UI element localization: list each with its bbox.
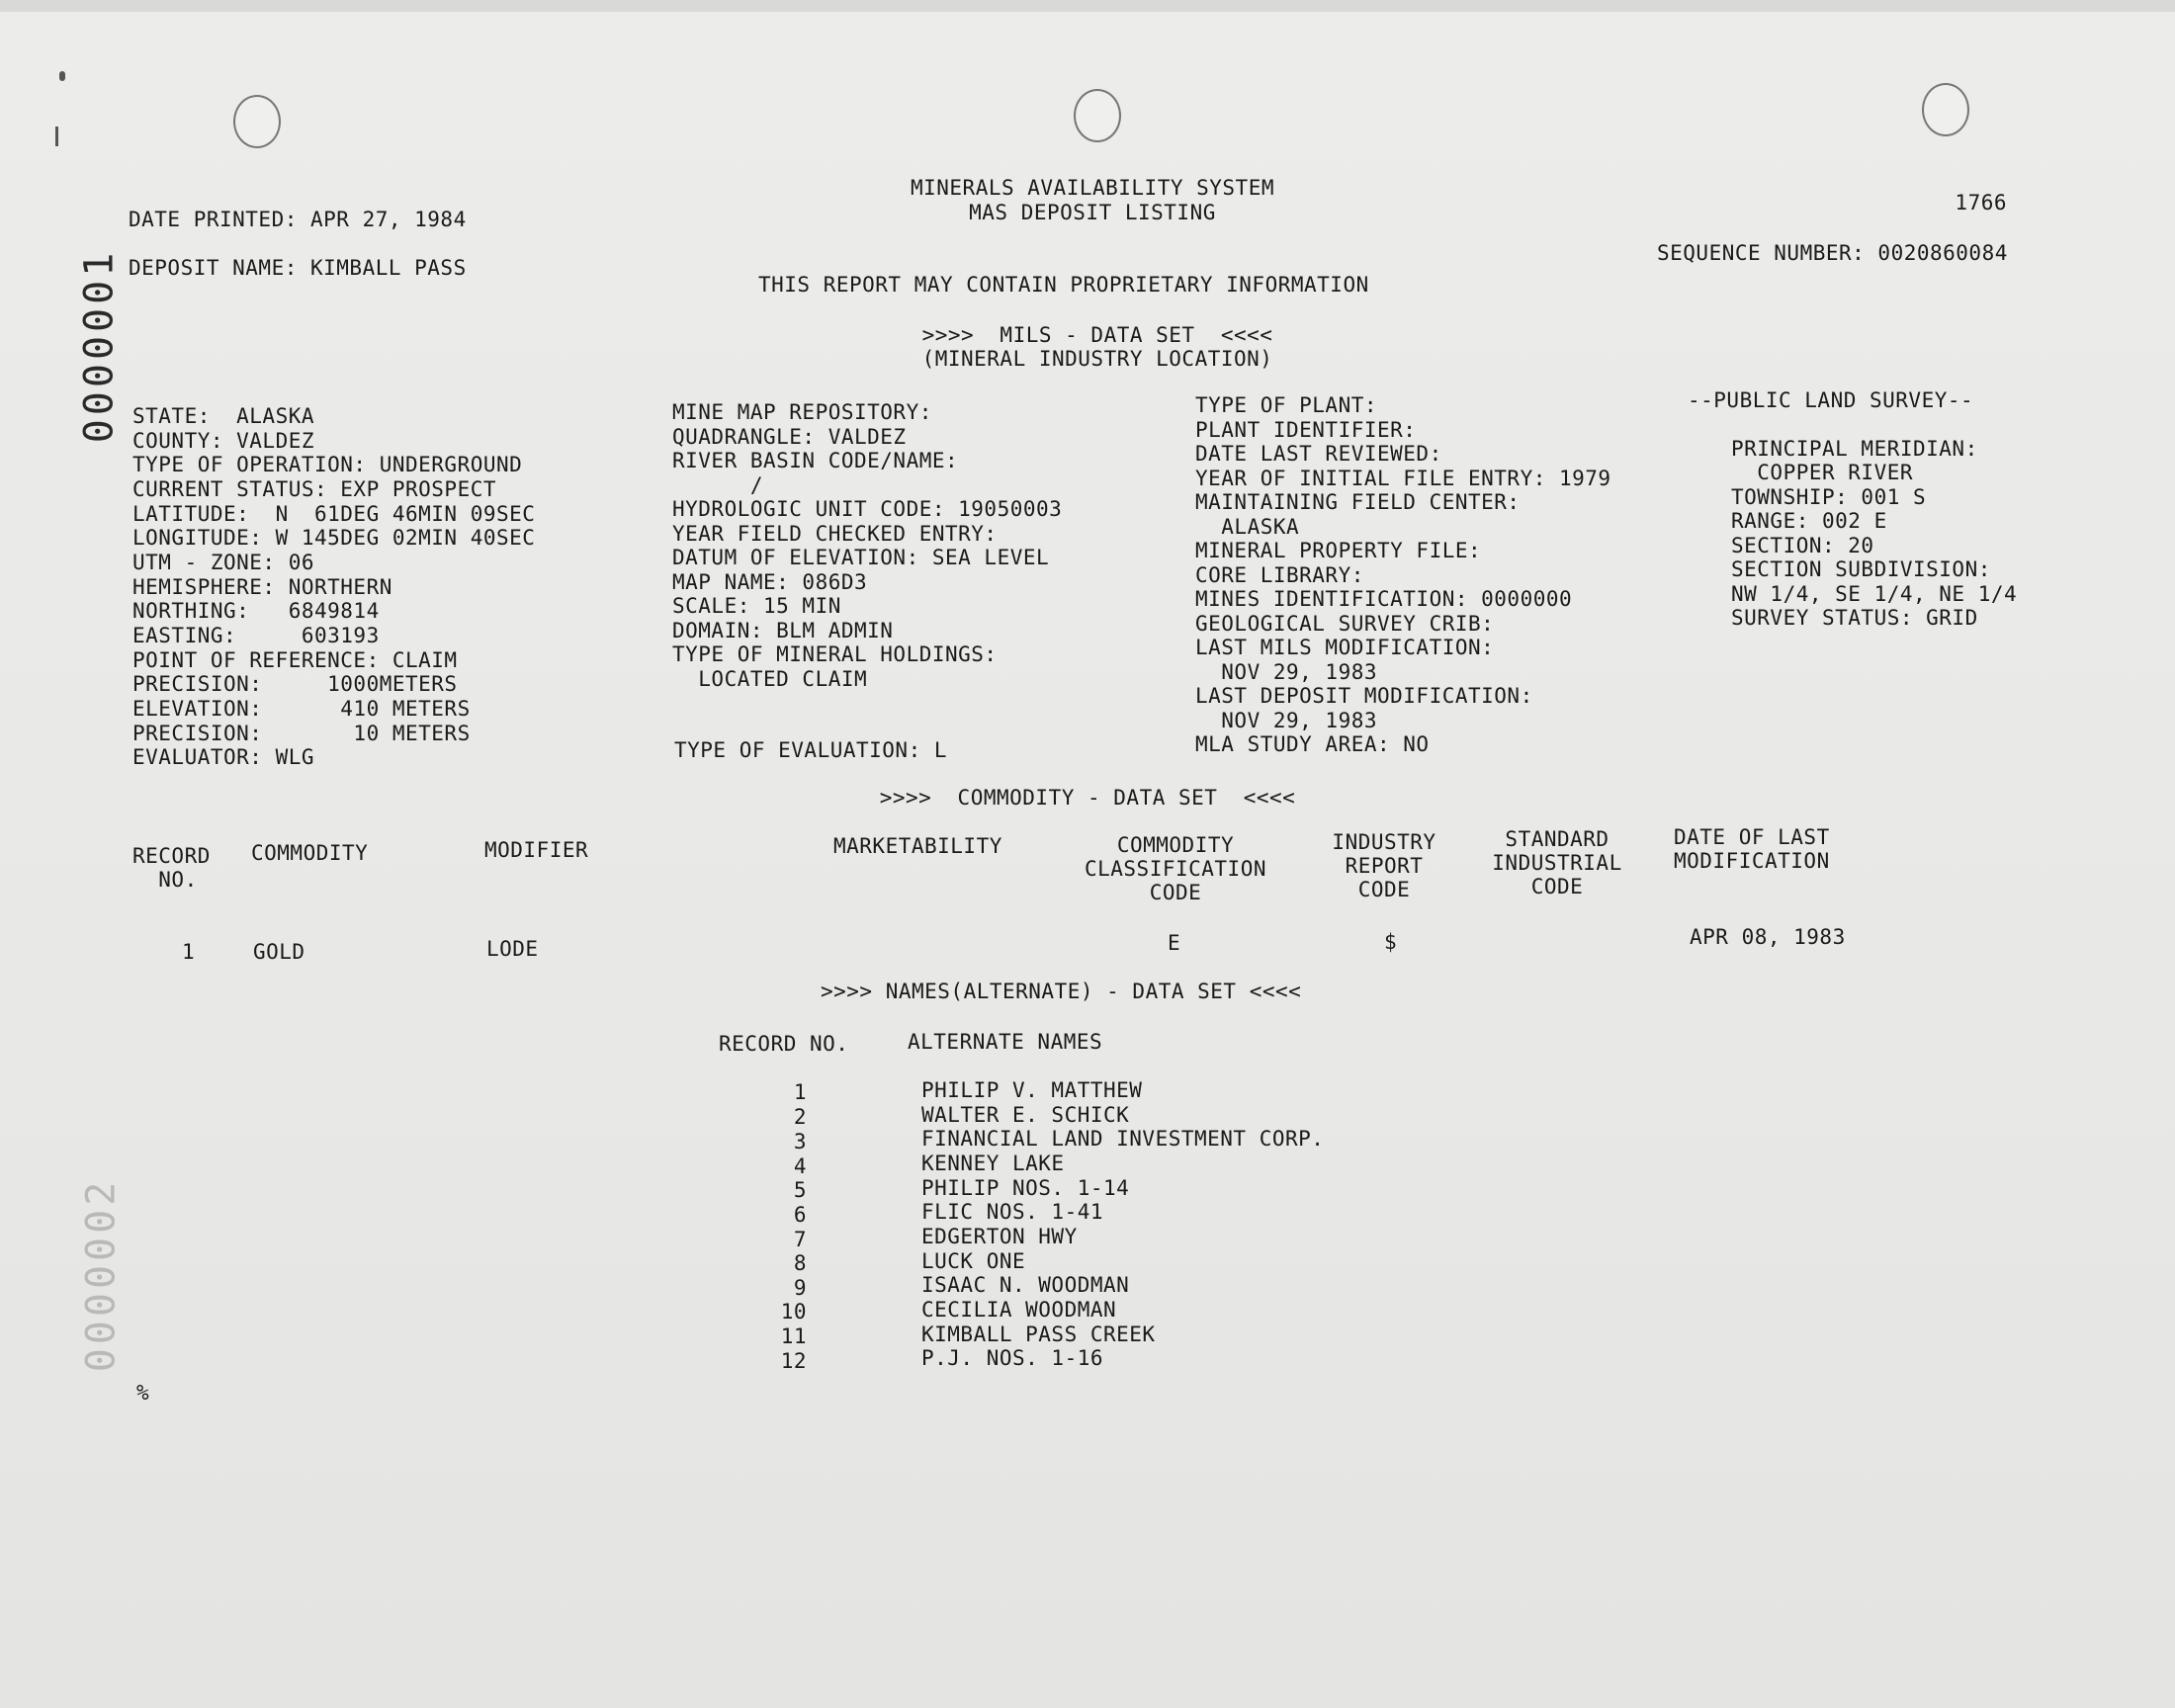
- commodity-header-commodity: COMMODITY: [251, 841, 369, 865]
- plant-identifier-line: PLANT IDENTIFIER:: [1195, 418, 1417, 442]
- range-line: RANGE: 002 E: [1731, 509, 1887, 533]
- commodity-name: GOLD: [253, 940, 305, 964]
- footer-mark: %: [136, 1381, 150, 1405]
- river-basin-line: RIVER BASIN CODE/NAME:: [672, 449, 959, 472]
- commodity-header-classification: COMMODITY CLASSIFICATION CODE: [1084, 833, 1266, 904]
- margin-stamp-faint: 0000002: [78, 1177, 125, 1373]
- survey-status-line: SURVEY STATUS: GRID: [1731, 606, 1978, 630]
- last-deposit-modification-date: NOV 29, 1983: [1195, 709, 1378, 732]
- field-center-line: MAINTAINING FIELD CENTER:: [1195, 490, 1521, 514]
- mineral-holdings-value: LOCATED CLAIM: [672, 667, 868, 691]
- utm-zone-line: UTM - ZONE: 06: [132, 551, 315, 574]
- commodity-header-standard: STANDARD INDUSTRIAL CODE: [1492, 827, 1622, 898]
- commodity-header-record: RECORD NO.: [132, 844, 211, 892]
- commodity-header-industry: INDUSTRY REPORT CODE: [1332, 830, 1436, 901]
- map-name-line: MAP NAME: 086D3: [672, 570, 868, 594]
- section-subdivision-line: SECTION SUBDIVISION:: [1731, 557, 1991, 581]
- mine-map-repository-line: MINE MAP REPOSITORY:: [672, 400, 932, 424]
- commodity-modified-date: APR 08, 1983: [1690, 925, 1846, 949]
- mils-subtitle: (MINERAL INDUSTRY LOCATION): [921, 347, 1273, 371]
- river-basin-value: /: [672, 473, 764, 497]
- pls-title: --PUBLIC LAND SURVEY--: [1688, 388, 1974, 412]
- names-header-record: RECORD NO.: [719, 1032, 849, 1056]
- commodity-header-marketability: MARKETABILITY: [833, 834, 1002, 858]
- alternate-name: KIMBALL PASS CREEK: [921, 1323, 1156, 1346]
- precision-line: PRECISION: 1000METERS: [132, 672, 458, 696]
- margin-stamp: 0000001: [76, 248, 123, 444]
- commodity-record-no: 1: [182, 940, 196, 964]
- mils-title: >>>> MILS - DATA SET <<<<: [921, 323, 1273, 347]
- current-status-line: CURRENT STATUS: EXP PROSPECT: [132, 477, 497, 501]
- initial-file-entry-line: YEAR OF INITIAL FILE ENTRY: 1979: [1195, 467, 1611, 490]
- listing-title: MAS DEPOSIT LISTING: [969, 201, 1216, 224]
- section-subdivision-value: NW 1/4, SE 1/4, NE 1/4: [1731, 582, 2018, 606]
- name-record-no: 5: [793, 1178, 807, 1202]
- system-title: MINERALS AVAILABILITY SYSTEM: [910, 176, 1274, 200]
- punch-hole-right: [1922, 83, 1969, 136]
- commodity-header-modifier: MODIFIER: [484, 838, 589, 862]
- last-deposit-modification-line: LAST DEPOSIT MODIFICATION:: [1195, 684, 1533, 708]
- name-record-no: 6: [793, 1203, 807, 1227]
- last-mils-modification-date: NOV 29, 1983: [1195, 660, 1378, 684]
- alternate-name: PHILIP V. MATTHEW: [921, 1078, 1143, 1102]
- alternate-name: FLIC NOS. 1-41: [921, 1200, 1104, 1224]
- punch-hole-left: [233, 95, 281, 148]
- latitude-line: LATITUDE: N 61DEG 46MIN 09SEC: [132, 502, 536, 526]
- scale-line: SCALE: 15 MIN: [672, 594, 841, 618]
- commodity-modifier: LODE: [486, 937, 539, 961]
- principal-meridian-line: PRINCIPAL MERIDIAN:: [1731, 437, 1978, 461]
- name-record-no: 11: [780, 1324, 807, 1348]
- names-title: >>>> NAMES(ALTERNATE) - DATA SET <<<<: [821, 980, 1302, 1003]
- name-record-no: 4: [793, 1154, 807, 1178]
- scan-edge: [0, 0, 2175, 12]
- name-record-no: 3: [793, 1130, 807, 1153]
- field-checked-line: YEAR FIELD CHECKED ENTRY:: [672, 522, 998, 546]
- smudge-mark: [55, 127, 58, 146]
- quadrangle-line: QUADRANGLE: VALDEZ: [672, 425, 907, 449]
- core-library-line: CORE LIBRARY:: [1195, 563, 1364, 587]
- alternate-name: P.J. NOS. 1-16: [921, 1346, 1104, 1370]
- reference-point-line: POINT OF REFERENCE: CLAIM: [132, 648, 458, 672]
- name-record-no: 8: [793, 1251, 807, 1275]
- date-last-reviewed-line: DATE LAST REVIEWED:: [1195, 442, 1442, 466]
- sequence-number: SEQUENCE NUMBER: 0020860084: [1657, 241, 2008, 265]
- names-header-alternate: ALTERNATE NAMES: [908, 1030, 1103, 1054]
- domain-line: DOMAIN: BLM ADMIN: [672, 619, 894, 642]
- mla-study-area-line: MLA STUDY AREA: NO: [1195, 732, 1430, 756]
- alternate-name: CECILIA WOODMAN: [921, 1298, 1117, 1322]
- datum-elevation-line: DATUM OF ELEVATION: SEA LEVEL: [672, 546, 1050, 569]
- smudge-mark: [59, 71, 65, 81]
- punch-hole-center: [1074, 89, 1121, 142]
- plant-type-line: TYPE OF PLANT:: [1195, 393, 1378, 417]
- page-number: 1766: [1955, 191, 2007, 214]
- elevation-precision-line: PRECISION: 10 METERS: [132, 722, 471, 745]
- name-record-no: 10: [780, 1300, 807, 1324]
- field-center-value: ALASKA: [1195, 515, 1300, 539]
- name-record-no: 12: [780, 1349, 807, 1373]
- commodity-title: >>>> COMMODITY - DATA SET <<<<: [879, 786, 1296, 810]
- hemisphere-line: HEMISPHERE: NORTHERN: [132, 575, 392, 599]
- commodity-industry-code: $: [1384, 930, 1398, 954]
- longitude-line: LONGITUDE: W 145DEG 02MIN 40SEC: [132, 526, 536, 550]
- name-record-no: 2: [793, 1105, 807, 1129]
- evaluator-line: EVALUATOR: WLG: [132, 745, 315, 769]
- township-line: TOWNSHIP: 001 S: [1731, 485, 1927, 509]
- deposit-name: DEPOSIT NAME: KIMBALL PASS: [129, 256, 467, 280]
- operation-type-line: TYPE OF OPERATION: UNDERGROUND: [132, 453, 523, 476]
- county-line: COUNTY: VALDEZ: [132, 429, 315, 453]
- name-record-no: 1: [793, 1080, 807, 1104]
- mineral-holdings-line: TYPE OF MINERAL HOLDINGS:: [672, 642, 998, 666]
- proprietary-notice: THIS REPORT MAY CONTAIN PROPRIETARY INFORMATION: [758, 273, 1369, 297]
- state-line: STATE: ALASKA: [132, 404, 315, 428]
- alternate-name: ISAAC N. WOODMAN: [921, 1273, 1130, 1297]
- alternate-name: KENNEY LAKE: [921, 1152, 1065, 1175]
- evaluation-type-line: TYPE OF EVALUATION: L: [674, 738, 948, 762]
- alternate-name: PHILIP NOS. 1-14: [921, 1176, 1130, 1200]
- date-printed: DATE PRINTED: APR 27, 1984: [129, 208, 467, 231]
- alternate-name: WALTER E. SCHICK: [921, 1103, 1130, 1127]
- mineral-property-file-line: MINERAL PROPERTY FILE:: [1195, 539, 1482, 562]
- principal-meridian-value: COPPER RIVER: [1731, 461, 1914, 484]
- hydrologic-unit-line: HYDROLOGIC UNIT CODE: 19050003: [672, 497, 1063, 521]
- survey-crib-line: GEOLOGICAL SURVEY CRIB:: [1195, 612, 1495, 636]
- section-line: SECTION: 20: [1731, 534, 1874, 557]
- last-mils-modification-line: LAST MILS MODIFICATION:: [1195, 636, 1495, 659]
- alternate-name: LUCK ONE: [921, 1249, 1026, 1273]
- mines-identification-line: MINES IDENTIFICATION: 0000000: [1195, 587, 1573, 611]
- name-record-no: 9: [793, 1276, 807, 1300]
- easting-line: EASTING: 603193: [132, 624, 380, 647]
- elevation-line: ELEVATION: 410 METERS: [132, 697, 471, 721]
- commodity-classification-code: E: [1168, 931, 1181, 955]
- alternate-name: EDGERTON HWY: [921, 1225, 1078, 1248]
- commodity-header-date: DATE OF LAST MODIFICATION: [1674, 825, 1830, 873]
- name-record-no: 7: [793, 1228, 807, 1251]
- alternate-name: FINANCIAL LAND INVESTMENT CORP.: [921, 1127, 1325, 1151]
- northing-line: NORTHING: 6849814: [132, 599, 380, 623]
